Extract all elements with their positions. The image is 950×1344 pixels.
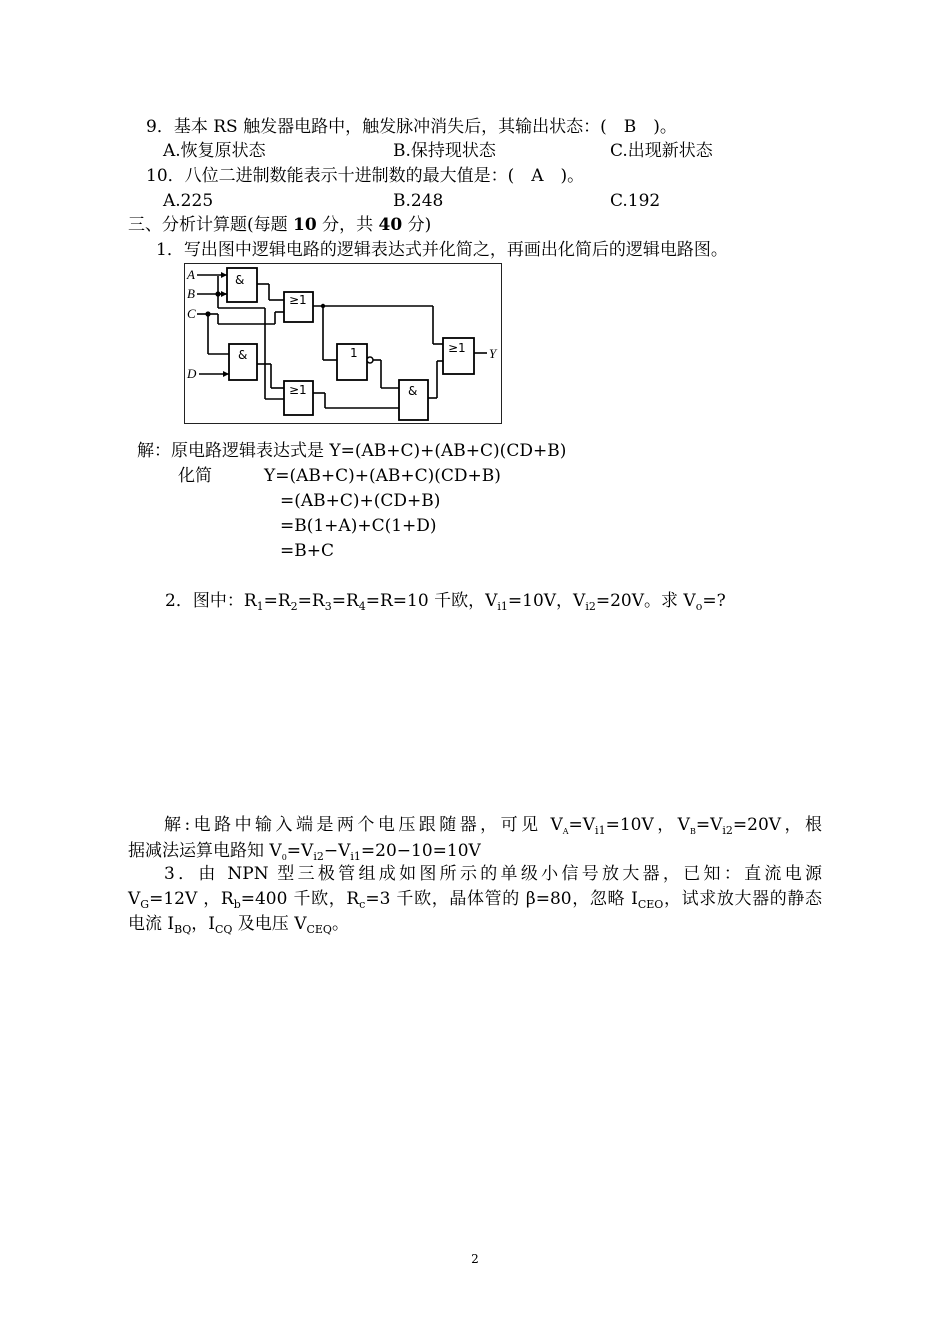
label-input-c: C: [187, 306, 196, 321]
not-gate-symbol: 1: [350, 346, 358, 360]
section-heading-pre: 三、分析计算题(每题: [128, 215, 294, 235]
label-input-a: A: [187, 267, 195, 282]
problem1-answer-line2: Y=(AB+C)+(AB+C)(CD+B): [264, 466, 501, 486]
q10-text: 10．八位二进制数能表示十进制数的最大值是：( A )。: [146, 166, 585, 186]
label-input-d: D: [187, 366, 197, 381]
problem1-answer-line4: =B(1+A)+C(1+D): [280, 516, 437, 536]
label-input-b: B: [187, 286, 195, 301]
problem2-question: 2．图中：$R_1=R_2=R_3=R_4=R=10$ 千欧，$V_{i1}=10V$，$V_{i2}=20V$。求 $V_o=$?: [165, 591, 726, 613]
q9-option-c: C.出现新状态: [610, 141, 713, 161]
label-output-y: Y: [489, 346, 497, 361]
problem1-answer-line5: =B+C: [280, 541, 334, 561]
and-gate-3-symbol: &: [408, 384, 418, 398]
section-heading: [128, 214, 431, 236]
problem3-line2: $V_G=12V$ ，$R_b=400$ 千欧，$R_c=3$ 千欧，晶体管的 β=80，忽略 $I_{CEO}$，试求放大器的静态: [128, 889, 822, 911]
q9-text: 9．基本 RS 触发器电路中，触发脉冲消失后，其输出状态：( B )。: [146, 117, 677, 137]
section-heading-post: 分): [402, 215, 432, 235]
problem2-answer-line1: 解:电路中输入端是两个电压跟随器，可见 $V_A=V_{i1}=10V$，$V_B=V_{i2}=20V$，根: [164, 815, 822, 837]
and-gate-2-symbol: &: [238, 348, 248, 362]
section-heading-total: 40: [378, 215, 403, 235]
problem1-answer-line3: =(AB+C)+(CD+B): [280, 491, 441, 511]
problem1-answer-label: 化简: [178, 466, 212, 486]
or-gate-3-symbol: ≥1: [448, 341, 466, 355]
and-gate-1-symbol: &: [235, 273, 245, 287]
q10-option-a: A.225: [163, 191, 214, 211]
section-heading-score: 10: [293, 215, 317, 235]
problem2-answer-line2: 据减法运算电路知 $V_0=V_{i2}-V_{i1}=20-10=10V$: [128, 841, 481, 863]
q10-option-b: B.248: [393, 191, 444, 211]
page-number: 2: [471, 1252, 479, 1266]
q10-option-c: C.192: [610, 191, 661, 211]
or-gate-1-symbol: ≥1: [289, 293, 307, 307]
q9-option-a: A.恢复原状态: [163, 141, 266, 161]
logic-circuit-diagram: [184, 263, 502, 424]
or-gate-2-symbol: ≥1: [289, 383, 307, 397]
not-bubble: [367, 357, 373, 363]
problem1-question: 1．写出图中逻辑电路的逻辑表达式并化简之，再画出化简后的逻辑电路图。: [156, 240, 728, 260]
q9-option-b: B.保持现状态: [393, 141, 496, 161]
problem1-answer-line1: 解：原电路逻辑表达式是 Y=(AB+C)+(AB+C)(CD+B): [137, 441, 567, 461]
problem3-line1: 3．由 NPN 型三极管组成如图所示的单级小信号放大器，已知：直流电源: [164, 864, 822, 884]
logic-circuit-svg: [185, 264, 501, 423]
section-heading-mid: 分，共: [316, 215, 379, 235]
problem3-line3: 电流 $I_{BQ}$，$I_{CQ}$ 及电压 $V_{CEQ}$。: [128, 914, 349, 936]
